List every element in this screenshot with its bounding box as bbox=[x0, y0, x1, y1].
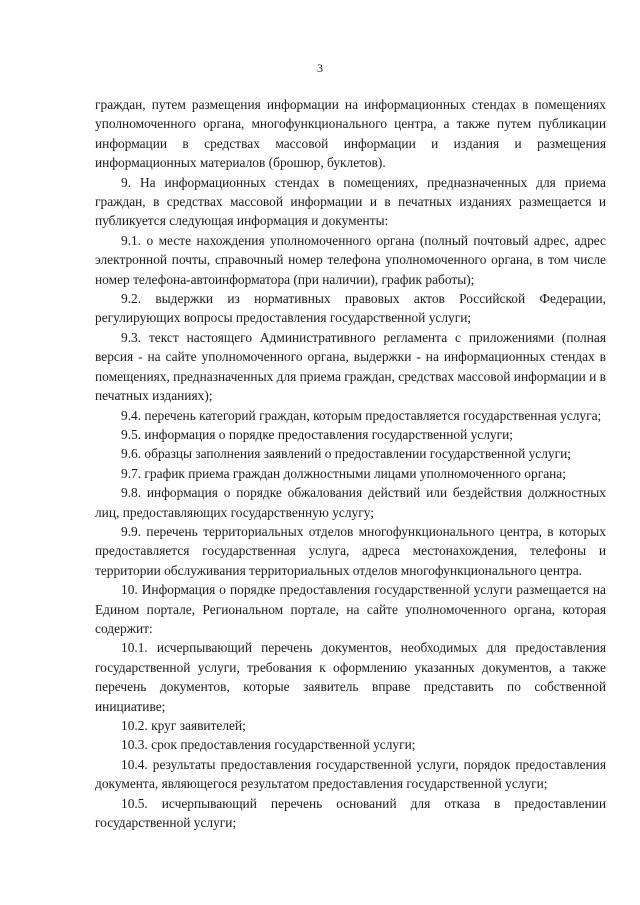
paragraph: 10.4. результаты предоставления государственной услуги, порядок предоставления документа, являющегося результатом предоставления государственной услуги; bbox=[95, 756, 606, 792]
paragraph: 9.7. график приема граждан должностными лицами уполномоченного органа; bbox=[121, 465, 566, 481]
paragraph: 9.8. информация о порядке обжалования действий или бездействия должностных лиц, предоставляющих государственную услугу; bbox=[95, 485, 606, 520]
paragraph: 9.4. перечень категорий граждан, которым предоставляется государственная услуга; bbox=[121, 407, 602, 423]
paragraph: 9.3. текст настоящего Административного регламента с приложениями (полная версия - на сайте уполномоченного органа, выдержки - на информационных стендах в помещениях, предназначенных для приема граждан, средствах массовой информации и в печатных изданиях); bbox=[95, 329, 606, 404]
paragraph: 9.1. о месте нахождения уполномоченного органа (полный почтовый адрес, адрес электронной почты, справочный номер телефона уполномоченного органа, в том числе номер телефона-автоинформатора (при наличии), график работы); bbox=[95, 232, 606, 287]
paragraph: 10.5. исчерпывающий перечень оснований для отказа в предоставлении государственной услуги; bbox=[95, 795, 606, 831]
paragraph: граждан, путем размещения информации на информационных стендах в помещениях уполномоченного органа, многофункционального центра, а также путем публикации информации в средствах массовой информации и издания и размещения информационных материалов (брошюр, буклетов). bbox=[95, 97, 606, 171]
paragraph: 10.2. круг заявителей; bbox=[121, 718, 246, 733]
paragraph: 9. На информационных стендах в помещениях, предназначенных для приема граждан, в средствах массовой информации и в печатных изданиях размещается и публикуется следующая информация и документы: bbox=[95, 174, 606, 229]
paragraph: 10.3. срок предоставления государственной услуги; bbox=[121, 737, 416, 753]
paragraph: 10.1. исчерпывающий перечень документов, необходимых для предоставления государственной услуги, требования к оформлению указанных документов, а также перечень документов, которые заявитель вправе представить по собственной инициативе; bbox=[95, 640, 606, 714]
paragraph: 9.6. образцы заполнения заявлений о предоставлении государственной услуги; bbox=[121, 446, 571, 462]
paragraph: 9.5. информация о порядке предоставления государственной услуги; bbox=[121, 426, 513, 442]
paragraph: 9.2. выдержки из нормативных правовых актов Российской Федерации, регулирующих вопросы предоставления государственной услуги; bbox=[95, 291, 606, 326]
page-number: 3 bbox=[317, 61, 323, 75]
paragraph: 9.9. перечень территориальных отделов многофункционального центра, в которых предоставляется государственная услуга, адреса местонахождения, телефоны и территории обслуживания территориальных отделов многофункционального центра. bbox=[95, 523, 606, 578]
document-body bbox=[95, 95, 606, 832]
paragraph: 10. Информация о порядке предоставления государственной услуги размещается на Едином портале, Региональном портале, на сайте уполномоченного органа, которая содержит: bbox=[95, 582, 606, 636]
